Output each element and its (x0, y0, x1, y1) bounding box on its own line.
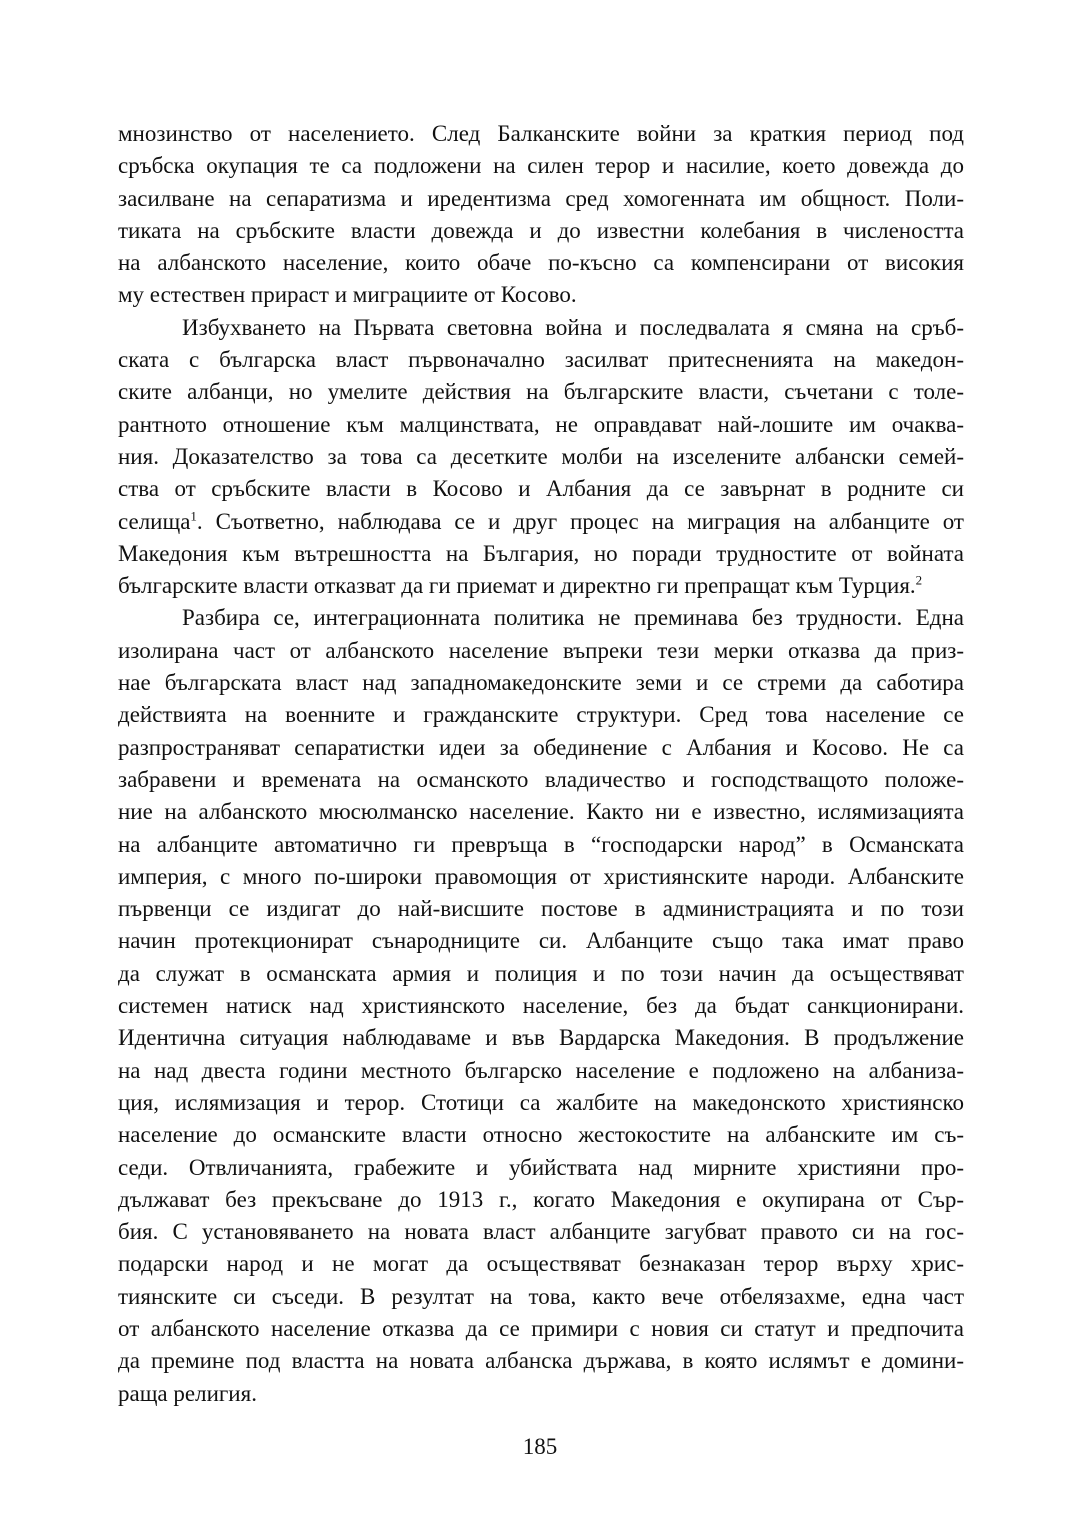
text-line: засилване на сепаратизма и иредентизма сред хомогенната им общност. Поли- (118, 185, 964, 211)
text-line: от албанското население отказва да се примири с новия си статут и предпочита (118, 1315, 964, 1341)
paragraph-1 (118, 118, 964, 312)
text-line: подарски народ и не могат да осъществяват безнаказан терор върху хрис- (118, 1251, 964, 1277)
text-line: нае българската власт над западномакедонските земи и се стреми да саботира (118, 670, 964, 696)
text-line-with-footnote (118, 506, 964, 538)
text-line: тиянските си съседи. В резултат на това, както вече отбелязахме, една част (118, 1283, 964, 1309)
text-line: Македония към вътрешността на България, но поради трудностите от войната (118, 540, 964, 566)
text-line: Избухването на Първата световна война и последвалата я смяна на сръб- (182, 314, 964, 340)
footnote-ref-1[interactable]: 1 (190, 507, 197, 523)
text-line: на над двеста години местното българско население е подложено на албаниза- (118, 1057, 964, 1083)
text-line: Разбира се, интеграционната политика не преминава без трудности. Една (182, 605, 964, 631)
text-line: империя, с много по-широки правомощия от християнските народи. Албанските (118, 863, 964, 889)
text-line: ния. Доказателство за това са десетките молби на изселените албански семей- (118, 443, 964, 469)
text-line: системен натиск над християнското население, без да бъдат санкционирани. (118, 993, 964, 1019)
page-number: 185 (522, 1434, 558, 1459)
page-body (118, 118, 964, 1410)
text-line: ските албанци, но умелите действия на българските власти, съчетани с толе- (118, 379, 964, 405)
text-line: му естествен прираст и миграциите от Косово. (118, 282, 577, 308)
text-line: първенци се издигат до най-висшите постове в администрацията и по този (118, 896, 964, 922)
text-line: бия. С установяването на новата власт албанците загубват правото си на гос- (118, 1219, 964, 1245)
text-line: изолирана част от албанското население въпреки тези мерки отказва да приз- (118, 637, 964, 663)
text-line: ската с българска власт първоначално засилват притесненията на македон- (118, 347, 964, 373)
paragraph-3 (118, 602, 964, 1409)
paragraph-2 (118, 312, 964, 603)
text-line: ние на албанското мюсюлманско население. Както ни е известно, ислямизацията (118, 799, 964, 825)
text-line: Идентична ситуация наблюдаваме и във Вардарска Македония. В продължение (118, 1025, 964, 1051)
text-line: ция, ислямизация и терор. Стотици са жалбите на македонското християнско (118, 1089, 964, 1115)
text-line: начин протекционират сънародниците си. Албанците също така имат право (118, 928, 964, 954)
text-line-with-footnote (118, 570, 964, 602)
text-line: тиката на сръбските власти довежда и до известни колебания в числеността (118, 217, 964, 243)
text-line: да служат в османската армия и полиция и по този начин да осъществяват (118, 960, 964, 986)
text-line: население до османските власти относно жестокостите на албанските им съ- (118, 1122, 964, 1148)
text-fragment: селища (118, 508, 191, 534)
text-fragment: . Съответно, наблюдава се и друг процес на миграция на албанците от (196, 508, 964, 534)
text-line: седи. Отвличанията, грабежите и убийствата над мирните християни про- (118, 1154, 964, 1180)
text-line: забравени и времената на османското владичество и господстващото положе- (118, 766, 964, 792)
text-line: рантното отношение към малцинствата, не оправдават най-лошите им очаква- (118, 411, 964, 437)
text-fragment: българските власти отказват да ги приемат и директно ги препращат към Турция. (118, 573, 916, 599)
text-line: раща религия. (118, 1380, 257, 1406)
text-line: дължават без прекъсване до 1913 г., когато Македония е окупирана от Сър- (118, 1186, 964, 1212)
text-line: сръбска окупация те са подложени на силен терор и насилие, което довежда до (118, 153, 964, 179)
text-line: да премине под властта на новата албанска държава, в която ислямът е домини- (118, 1348, 964, 1374)
text-line: разпространяват сепаратистки идеи за обединение с Албания и Косово. Не са (118, 734, 964, 760)
text-line: мнозинство от населението. След Балканските войни за краткия период под (118, 121, 964, 146)
text-line: ства от сръбските власти в Косово и Албания да се завърнат в родните си (118, 476, 964, 502)
text-line: на албанското население, които обаче по-късно са компенсирани от високия (118, 250, 964, 276)
text-line: на албанците автоматично ги превръща в “господарски народ” в Османската (118, 831, 964, 857)
text-line: действията на военните и гражданските структури. Сред това население се (118, 702, 964, 728)
footnote-ref-2[interactable]: 2 (915, 572, 923, 588)
